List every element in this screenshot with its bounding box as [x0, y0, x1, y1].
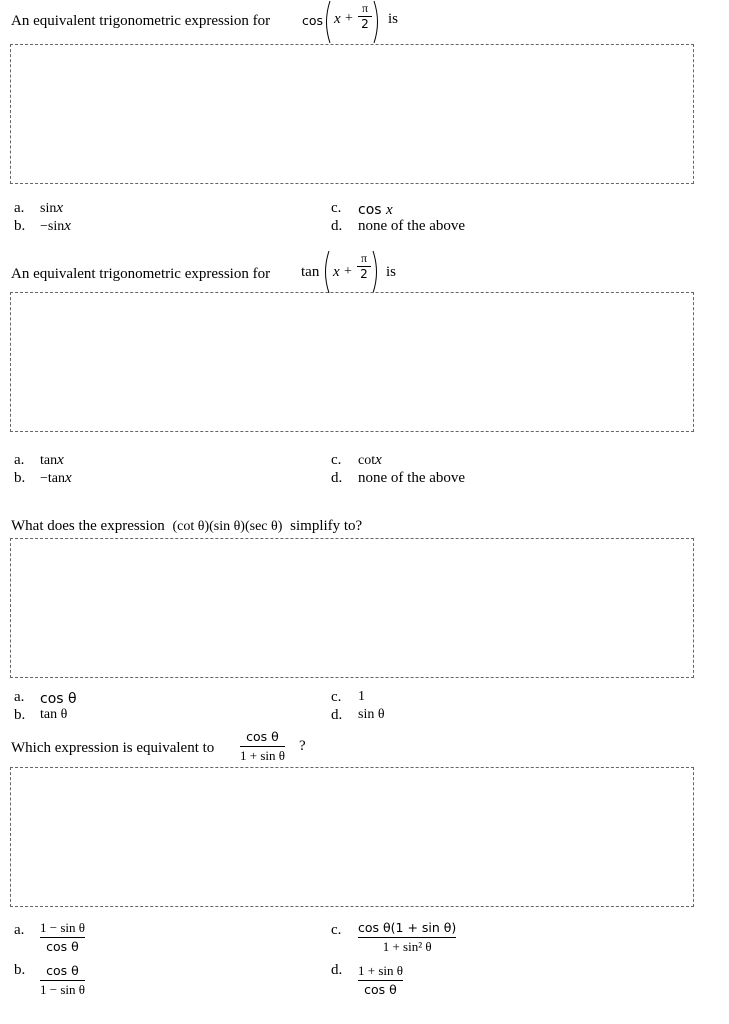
left-paren-icon [322, 0, 332, 44]
question-3-expression: (cot θ)(sin θ)(sec θ) [172, 519, 283, 534]
question-1-suffix: is [388, 11, 399, 27]
question-2-suffix: is [386, 264, 397, 280]
fraction-numerator: 1 + sin θ [358, 963, 403, 978]
fraction-denominator: 1 + sin θ [240, 748, 285, 763]
choice-d[interactable]: none of the above [358, 218, 466, 234]
choice-d-label: d. [331, 470, 343, 486]
choice-c-label: c. [331, 452, 342, 468]
choice-b[interactable]: tan θ [40, 707, 68, 722]
question-1-arg-op: + [345, 11, 353, 26]
choice-b-label: b. [14, 707, 26, 723]
question-1-arg-fraction [358, 1, 372, 32]
choice-a[interactable] [40, 919, 85, 956]
choice-d[interactable] [358, 962, 403, 999]
choice-a-label: a. [14, 200, 25, 216]
question-4-answer-area[interactable] [10, 767, 694, 907]
question-3-stem: What does the expression (cot θ)(sin θ)(sec θ) simplify to? [11, 518, 363, 534]
choice-c-label: c. [331, 689, 342, 705]
fraction-denominator: 1 + sin² θ [358, 937, 456, 956]
choice-b[interactable]: −tanx [40, 470, 72, 486]
choice-b-label: b. [14, 962, 26, 978]
question-3-answer-area[interactable] [10, 538, 694, 678]
choice-d[interactable]: sin θ [358, 707, 385, 722]
fraction-denominator: 1 − sin θ [40, 982, 85, 997]
fraction-numerator: π [361, 1, 369, 15]
question-4-fraction [240, 728, 285, 765]
choice-b-label: b. [14, 470, 26, 486]
fraction-denominator: 2 [358, 16, 372, 32]
question-1-function: cos [302, 13, 324, 28]
choice-b-label: b. [14, 218, 26, 234]
choice-b[interactable] [40, 962, 85, 999]
question-2-arg-var: x [333, 264, 340, 280]
choice-c-label: c. [331, 200, 342, 216]
choice-d-label: d. [331, 218, 343, 234]
choice-a-label: a. [14, 452, 25, 468]
question-1-arg-var: x [334, 11, 341, 27]
choice-c-label: c. [331, 922, 342, 938]
choice-a[interactable]: sinx [40, 200, 64, 216]
question-1-answer-area[interactable] [10, 44, 694, 184]
fraction-numerator: cos θ [246, 729, 279, 744]
choice-c[interactable]: cos x [358, 202, 393, 218]
question-2-stem: An equivalent trigonometric expression for [11, 266, 271, 282]
fraction-numerator: π [360, 251, 368, 265]
choice-a[interactable]: cos θ [40, 691, 77, 707]
choice-c[interactable]: cotx [358, 452, 382, 468]
choice-c[interactable]: 1 [358, 689, 365, 704]
choice-d[interactable]: none of the above [358, 470, 466, 486]
fraction-denominator: cos θ [40, 937, 85, 956]
fraction-numerator: 1 − sin θ [40, 920, 85, 935]
fraction-numerator: cos θ(1 + sin θ) [358, 920, 457, 935]
question-2-answer-area[interactable] [10, 292, 694, 432]
choice-c[interactable] [358, 919, 456, 956]
right-paren-icon [371, 250, 381, 294]
choice-d-label: d. [331, 707, 343, 723]
left-paren-icon [321, 250, 331, 294]
question-4-stem: Which expression is equivalent to [11, 740, 215, 756]
fraction-numerator: cos θ [46, 963, 79, 978]
question-2-function: tan [301, 264, 320, 280]
question-1-stem: An equivalent trigonometric expression for [11, 13, 271, 29]
choice-b[interactable]: −sinx [40, 218, 71, 234]
question-2-arg-fraction [357, 251, 371, 282]
right-paren-icon [372, 0, 382, 44]
question-4-suffix: ? [299, 738, 306, 754]
choice-d-label: d. [331, 962, 343, 978]
choice-a-label: a. [14, 922, 25, 938]
choice-a[interactable]: tanx [40, 452, 64, 468]
fraction-denominator: 2 [357, 266, 371, 282]
question-2-arg-op: + [344, 264, 352, 279]
fraction-denominator: cos θ [358, 980, 403, 999]
choice-a-label: a. [14, 689, 25, 705]
